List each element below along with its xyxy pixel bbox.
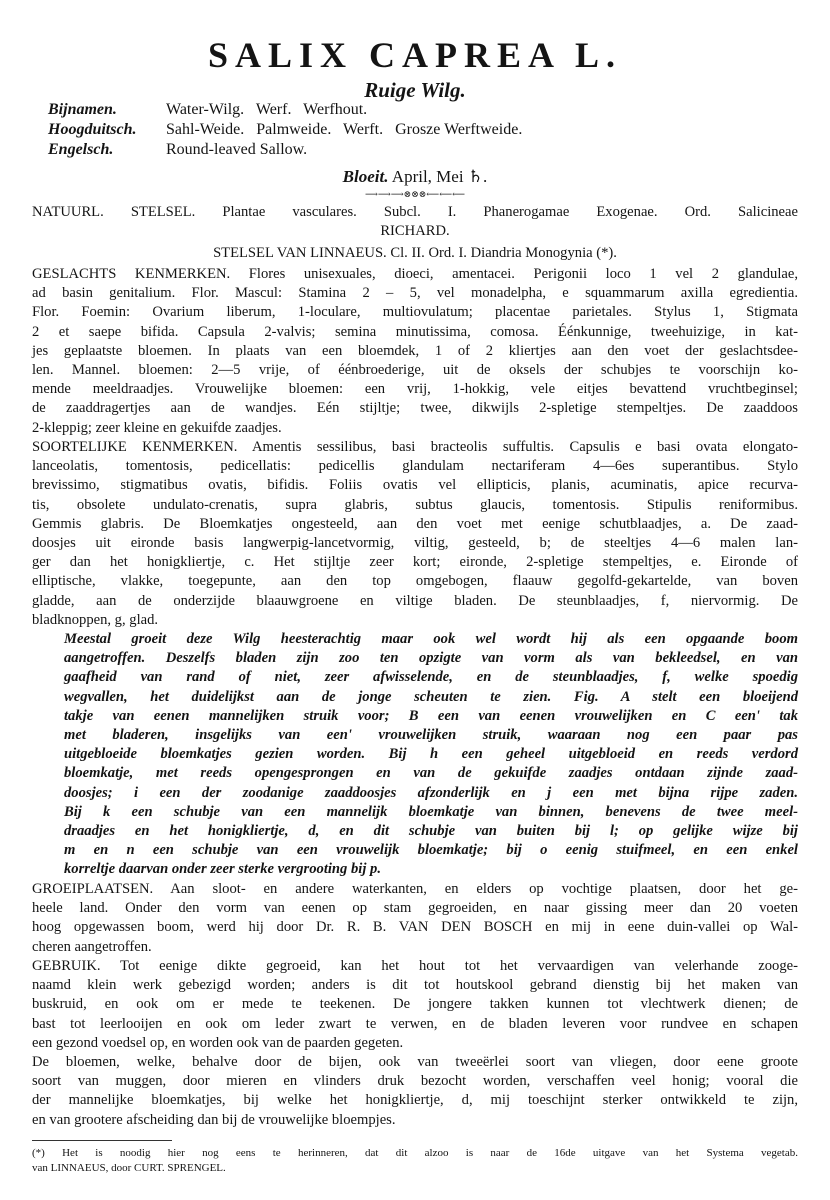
section-gebruik (32, 957, 798, 1053)
text-line: De bloemen, welke, behalve door de bijen, ook van tweeërlei soort van vliegen, door eene groote (32, 1054, 798, 1070)
section-groeiplaatsen (32, 880, 798, 957)
section-meestal (64, 630, 798, 880)
text-line: Meestal groeit deze Wilg heesterachtig maar ook wel wordt hij als een opgaande boom (64, 631, 798, 647)
section-soortelijke (32, 438, 798, 630)
section-bloemen (32, 1053, 798, 1130)
text-line: een gezond voedsel op, en worden ook van de paarden gegeten. (32, 1034, 404, 1051)
text-line: doosjes uit eironde basis langwerpig-lancetvormig, viltig, gesteeld, b; de steeltjes 4—6 malen lan- (32, 535, 798, 552)
text-line: naamd klein werk gebezigd worden; anders is dit tot houtskool gebrand dienstig bij het maken van (32, 977, 798, 994)
bloeit-line (0, 167, 830, 187)
text-line: brevissimo, stigmatibus ovatis, bifidis. Foliis ovatis vel ellipticis, planis, acuminatis, apice recurva- (32, 477, 798, 494)
text-line: GEBRUIK. Tot eenige dikte gegroeid, kan het hout tot het vervaardigen van velerhande zooge- (32, 958, 798, 974)
text-line: soort van muggen, door mieren en vlinders druk bezocht worden, verschaffen veel honig; vooral die (32, 1073, 798, 1090)
synonym-row (48, 100, 522, 120)
text-line: GESLACHTS KENMERKEN. Flores unisexuales, dioeci, amentacei. Perigonii loco 1 vel 2 glandulae, (32, 266, 798, 282)
text-line: STELSEL VAN LINNAEUS. Cl. II. Ord. I. Diandria Monogynia (*). (213, 245, 617, 261)
text-line: hoog opgewassen boom, werd hij door Dr. R. B. VAN DEN BOSCH en mij in eene duin-vallei op Wal- (32, 919, 798, 936)
synonym-language: Engelsch. (48, 141, 114, 158)
text-line: RICHARD. (380, 223, 450, 240)
text-line: m en n een schubje van een vrouwelijk bloemkatje; bij o eenig stuifmeel, en een enkel (64, 842, 798, 859)
text-line: cheren aangetroffen. (32, 938, 152, 955)
text-line: takje van eenen mannelijken struik voor; B een van eenen vrouwelijken en C een' tak (64, 707, 798, 724)
text-line: met bladeren, insgelijks van een' vrouwelijken struik, waaraan nog een paar pas (64, 727, 798, 744)
text-line: aangetroffen. Deszelfs bladen zijn zoo ten opzigte van vorm als van bekleedsel, en van (64, 650, 798, 667)
text-line: de zaaddragertjes aan de wandjes. Eén stijltje; twee, dikwijls 2-spletige stempeltjes. De zaaddoos (32, 400, 798, 417)
text-line: GROEIPLAATSEN. Aan sloot- en andere waterkanten, en elders op vochtige plaatsen, door het ge- (32, 881, 798, 897)
text-line: der mannelijke bloemkatjes, bij welke het honigkliertje, d, mij toeschijnt sterker ontwikkeld te zijn, (32, 1092, 798, 1109)
text-line: mende meeldraadjes. Vrouwelijke bloemen: een vrij, 1-hokkig, vele eitjes bevattend vruchtbeginsel; (32, 381, 798, 398)
text-line: elliptische, vlakke, toegepunte, aan den top omgebogen, flaauw gegolfd-gekartelde, van boven (32, 573, 798, 590)
synonym-row (48, 140, 522, 160)
text-line: ger dan het honigkliertje, c. Het stijltje zeer kort; eironde, 2-spletige stempeltjes, e. Eironde of (32, 554, 798, 571)
text-line: jes geplaatste bloemen. In plaats van een bloemdek, 1 of 2 kliertjes aan den voet der geslachtsdee- (32, 342, 798, 359)
text-line: 2 et saepe bifida. Capsula 2-valvis; semina minutissima, comosa. Éénkunnige, tweehuizige, in kat- (32, 323, 798, 340)
synonym-language: Hoogduitsch. (48, 121, 137, 138)
text-line: bloemkatje, met reeds opengesprongen en van de gekuifde zaadjes ontdaan zijnde zaad- (64, 765, 798, 782)
footnote-line: (*) Het is noodig hier nog eens te herinneren, dat dit alzoo is naar de 16de uitgave van het Systema vegetab. (32, 1147, 798, 1159)
text-line: buskruid, en ook om er mede te teekenen. De jongere takken kunnen tot vlechtwerk dienen; de (32, 996, 798, 1013)
synonyms-block (48, 100, 522, 160)
bloeit-text: April, Mei ♄. (391, 167, 488, 186)
text-line: len. Mannel. bloemen: 2—5 vrije, of éénbroederige, uit de oksels der schubjes te voorschijn ko- (32, 362, 798, 379)
text-line: tis, obsolete undulato-crenatis, supra glabris, subtus glaucis, tomentosis. Stipulis reniformibus. (32, 496, 798, 513)
page-subtitle: Ruige Wilg. (364, 78, 466, 102)
ornament-divider: ⟶⟶⟶⊗⊗⊗⟵⟵⟵ (364, 189, 466, 199)
text-line: bast tot leerlooijen en ook om leder zwart te verwen, en de bladen leveren voor rundvee en schapen (32, 1015, 798, 1032)
synonym-row (48, 120, 522, 140)
text-line: 2-kleppig; zeer kleine en gekuifde zaadjes. (32, 419, 282, 436)
text-line: Flor. Foemin: Ovarium liberum, 1-loculare, multiovulatum; placentae parietales. Stylus 1, Stigmata (32, 304, 798, 321)
page-title: SALIX CAPREA L. (207, 35, 623, 75)
text-line: lanceolatis, tomentosis, pedicellatis: pedicellis glandulam nectariferam 4—6es superantibus. Stylo (32, 458, 798, 475)
text-line: gladde, aan de onderzijde blaauwgroene en viltige bladen. De steunblaadjes, f, niervormig. De (32, 592, 798, 609)
footnote-line: van LINNAEUS, door CURT. SPRENGEL. (32, 1162, 226, 1174)
bloeit-label: Bloeit. (342, 167, 389, 186)
synonym-text: Round-leaved Sallow. (166, 141, 308, 158)
text-line: Gemmis glabris. De Bloemkatjes ongesteeld, aan den voet met eenige schutblaadjes, a. De zaad- (32, 515, 798, 532)
section-linnaeus (32, 244, 798, 263)
text-line: wegvallen, het duidelijkst aan de jonge scheuten te zien. Fig. A stelt een bloeijend (64, 688, 798, 705)
footnote (32, 1146, 798, 1176)
text-line: uitgebloeide bloemkatjes gezien worden. Bij h een geheel uitgebloeid en reeds verdord (64, 746, 798, 763)
text-line: en van grootere afscheiding dan bij de vrouwelijke bloempjes. (32, 1111, 396, 1128)
text-line: gaafheid van rand of niet, zeer afwisselende, en de steunblaadjes, f, welke spoedig (64, 669, 798, 686)
synonym-text: Water-Wilg. Werf. Werfhout. (166, 101, 368, 118)
text-line: NATUURL. STELSEL. Plantae vasculares. Subcl. I. Phanerogamae Exogenae. Ord. Salicineae (32, 204, 798, 220)
text-line: draadjes en het honigkliertje, d, en dit schubje van buiten bij l; op gelijke wijze bij (64, 823, 798, 840)
text-line: korreltje daarvan onder zeer sterke vergrooting bij p. (64, 861, 381, 878)
text-line: doosjes; i een der zoodanige zaaddoosjes afzonderlijk en j een met bijna rijpe zaden. (64, 784, 798, 801)
text-line: ad basin genitalium. Flor. Mascul: Stamina 2 – 5, vel monadelpha, e squammarum axilla egredientia. (32, 285, 798, 302)
text-line: bladknoppen, g, glad. (32, 611, 159, 628)
text-line: SOORTELIJKE KENMERKEN. Amentis sessilibus, basi bracteolis suffultis. Capsulis e basi ovata elongato- (32, 439, 798, 455)
text-line: Bij k een schubje van een mannelijk bloemkatje van binnen, benevens de twee meel- (64, 803, 798, 820)
section-geslachts (32, 265, 798, 438)
synonym-text: Sahl-Weide. Palmweide. Werft. Grosze Werftweide. (166, 121, 523, 138)
synonym-language: Bijnamen. (48, 101, 117, 118)
section-natuurl (32, 203, 798, 241)
footnote-rule (32, 1140, 172, 1141)
text-line: heele land. Onder den vorm van eenen op stam gegroeiden, en naar gissing meer dan 20 voeten (32, 900, 798, 917)
